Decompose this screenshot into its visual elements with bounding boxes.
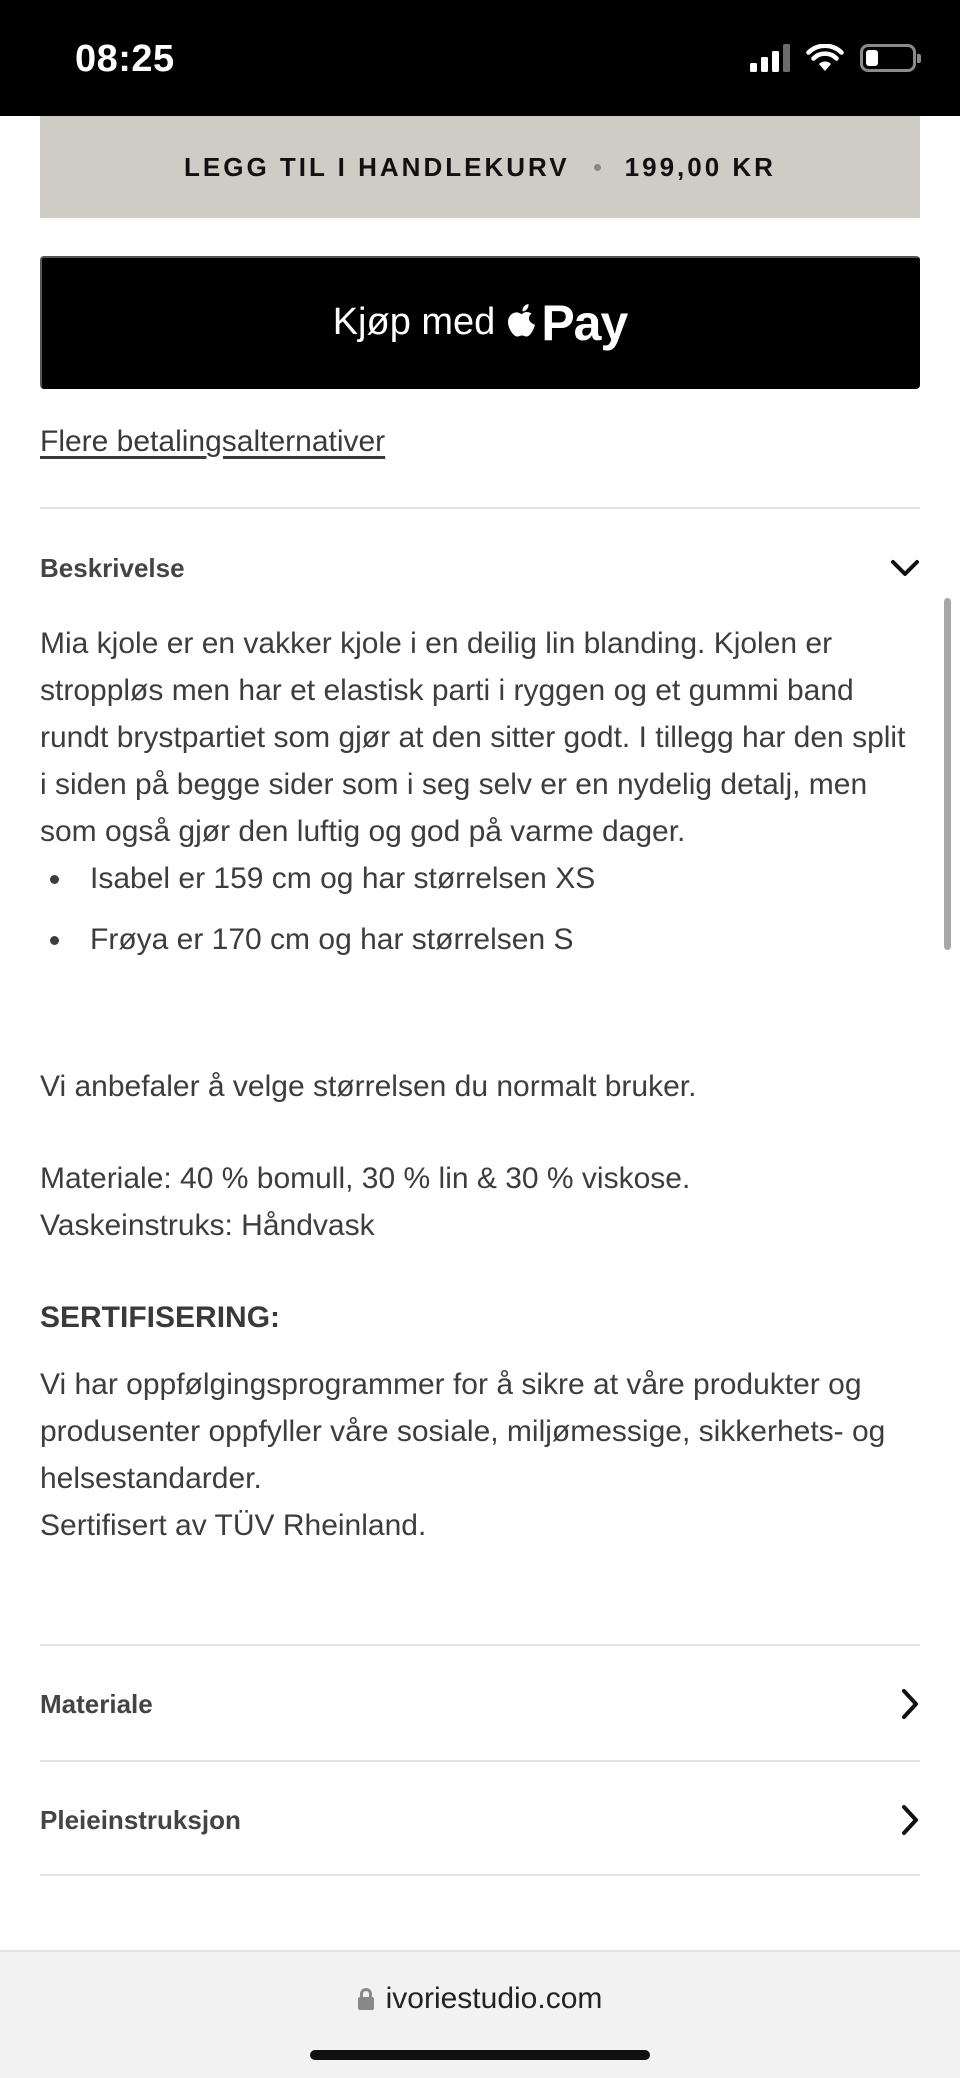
apple-pay-label: Kjøp med	[332, 301, 496, 343]
divider	[40, 1644, 920, 1646]
description-title: Beskrivelse	[40, 552, 185, 583]
apple-pay-brand-text: Pay	[541, 294, 628, 351]
model-size-list	[40, 855, 920, 963]
material-info: Materiale: 40 % bomull, 30 % lin & 30 % viskose.	[40, 1162, 691, 1195]
accordion-care-label: Pleieinstruksjon	[40, 1804, 241, 1835]
certification-title: SERTIFISERING:	[40, 1301, 281, 1334]
price-label: 199,00 KR	[624, 151, 776, 182]
divider	[40, 1874, 920, 1876]
chevron-down-icon	[890, 558, 920, 578]
divider	[40, 507, 920, 509]
description-intro: Mia kjole er en vakker kjole i en deilig lin blanding. Kjolen er stroppløs men har et elastisk parti i ryggen og et gummi band rundt brystpartiet som gjør at den sitter godt. I tillegg har den split i siden på begge sider som i seg selv er en nydelig detalj, men som også gjør den luftig og god på varme dager.	[40, 627, 906, 848]
address-bar[interactable]	[0, 1982, 960, 2016]
separator-dot	[594, 164, 601, 171]
description-body	[40, 620, 920, 1549]
list-item: Frøya er 170 cm og har størrelsen S	[40, 916, 920, 963]
status-icons	[750, 44, 916, 72]
apple-logo-icon	[505, 303, 539, 343]
divider	[40, 1760, 920, 1762]
certification-text: Vi har oppfølgingsprogrammer for å sikre at våre produkter og produsenter oppfyller våre sosiale, miljømessige, sikkerhets- og helsestandarder.	[40, 1368, 886, 1495]
list-item: Isabel er 159 cm og har størrelsen XS	[40, 855, 920, 902]
scrollbar[interactable]	[944, 598, 951, 950]
chevron-right-icon	[900, 1804, 920, 1836]
url-text: ivoriestudio.com	[385, 1982, 603, 2015]
browser-bottom-bar	[0, 1950, 960, 2078]
chevron-right-icon	[900, 1688, 920, 1720]
apple-pay-button[interactable]	[40, 256, 920, 389]
more-payment-options-link[interactable]: Flere betalingsalternativer	[40, 425, 386, 458]
status-time: 08:25	[75, 38, 175, 80]
battery-icon	[860, 44, 916, 72]
certification-by: Sertifisert av TÜV Rheinland.	[40, 1509, 427, 1542]
description-header[interactable]	[40, 538, 920, 598]
size-advice: Vi anbefaler å velge størrelsen du normalt bruker.	[40, 1070, 697, 1103]
apple-pay-brand	[505, 294, 627, 352]
wifi-icon	[806, 44, 844, 72]
add-to-cart-button[interactable]	[40, 116, 920, 218]
accordion-care[interactable]	[40, 1790, 920, 1850]
lock-icon	[358, 1988, 374, 2010]
status-bar	[0, 0, 960, 116]
accordion-material-label: Materiale	[40, 1688, 153, 1719]
accordion-material[interactable]	[40, 1674, 920, 1734]
wash-info: Vaskeinstruks: Håndvask	[40, 1209, 375, 1242]
add-to-cart-label: LEGG TIL I HANDLEKURV	[184, 151, 570, 182]
home-indicator	[310, 2050, 650, 2060]
cellular-signal-icon	[750, 44, 790, 72]
